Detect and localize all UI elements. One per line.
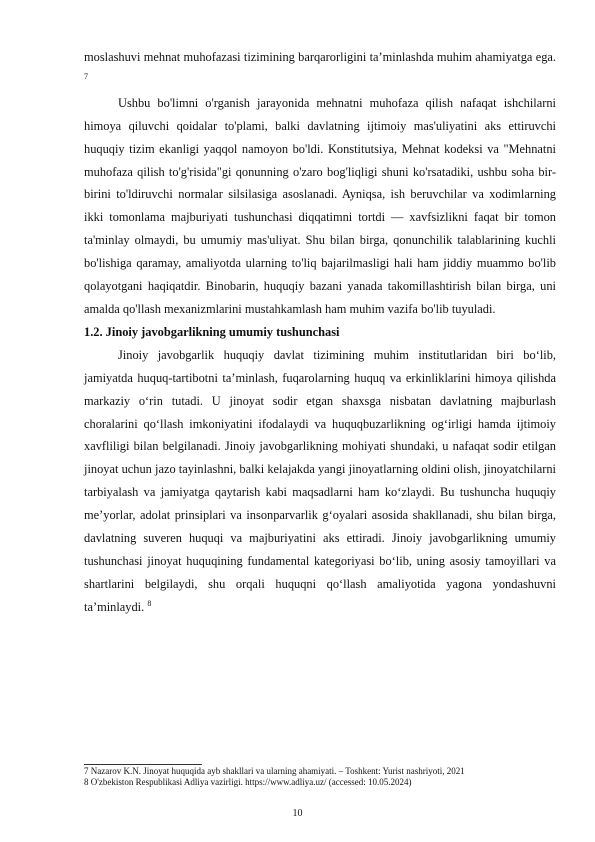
footnote-ref-8[interactable]: 8 <box>147 598 152 608</box>
paragraph-continuation <box>84 46 556 92</box>
footnotes <box>84 766 556 788</box>
section-heading: 1.2. Jinoiy javobgarlikning umumiy tushunchasi <box>84 324 340 339</box>
paragraph-text: Jinoiy javobgarlik huquqiy davlat tizimining muhim institutlaridan biri bo‘lib, jamiyatda huquq-tartibotni ta’minlash, fuqarolarning huquq va erkinliklarini himoya qilishda markaziy o‘rin tutadi. U jinoyat sodir etgan shaxsga nisbatan davlatning majburlash choralarini qo‘llash imkoniyatini ifodalaydi va huquqbuzarlikning og‘irligi hamda ijtimoiy xavfliligi bilan belgilanadi. Jinoiy javobgarlikning mohiyati shundaki, u nafaqat sodir etilgan jinoyat uchun jazo tayinlashni, balki kelajakda yangi jinoyatlarning oldini olish, jinoyatchilarni tarbiyalash va jamiyatga qaytarish kabi maqsadlarni ham ko‘zlaydi. Bu tushuncha huquqiy me’yorlar, adolat prinsiplari va insonparvarlik g‘oyalari asosida shakllanadi, shu bilan birga, davlatning suveren huquqi va majburiyatini aks ettiradi. Jinoiy javobgarlikning umumiy tushunchasi jinoyat huquqining fundamental kategoriyasi bo‘lib, uning asosiy tamoyillari va shartlarini belgilaydi, shu orqali huquqni qo‘llash amaliyotida yagona yondashuvni ta’minlaydi. <box>84 347 556 614</box>
footnote-8: 8 O'zbekiston Respublikasi Adliya vazirligi. https://www.adliya.uz/ (accessed: 10.05.2024) <box>84 777 412 787</box>
page-number: 10 <box>292 808 303 819</box>
body-text <box>84 46 556 619</box>
paragraph-reflection: Ushbu bo'limni o'rganish jarayonida mehnatni muhofaza qilish nafaqat ishchilarni himoya qiluvchi qoidalar to'plami, balki davlatning ijtimoiy mas'uliyatini aks ettiruvchi huquqiy tizim ekanligi yaqqol namoyon bo'ldi. Konstitutsiya, Mehnat kodeksi va "Mehnatni muhofaza qilish to'g'risida"gi qonunning o'zaro bog'liqligi shuni ko'rsatadiki, ushbu soha bir-birini to'ldiruvchi normalar silsilasiga asoslanadi. Ayniqsa, ish beruvchilar va xodimlarning ikki tomonlama majburiyati tushunchasi diqqatimni tortdi — xavfsizlikni faqat bir tomon ta'minlay olmaydi, bu umumiy mas'uliyat. Shu bilan birga, qonunchilik talablarining kuchli bo'lishiga qaramay, amaliyotda ularning to'liq bajarilmasligi hali ham jiddiy muammo bo'lib qolayotgani haqiqatdir. Binobarin, huquqiy bazani yanada takomillashtirish bilan birga, uni amalda qo'llash mexanizmlarini mustahkamlash ham muhim vazifa bo'lib tuyuladi. <box>84 95 556 316</box>
footnote-separator <box>84 764 202 765</box>
paragraph-text: moslashuvi mehnat muhofazasi tizimining barqarorligini ta’minlashda muhim ahamiyatga ega. <box>84 50 556 64</box>
footnote-7: 7 Nazarov K.N. Jinoyat huquqida ayb shakllari va ularning ahamiyati. – Toshkent: Yurist nashriyoti, 2021 <box>84 766 465 776</box>
footnote-ref-7[interactable]: 7 <box>84 71 88 81</box>
paragraph-criminal-liability <box>84 344 556 619</box>
